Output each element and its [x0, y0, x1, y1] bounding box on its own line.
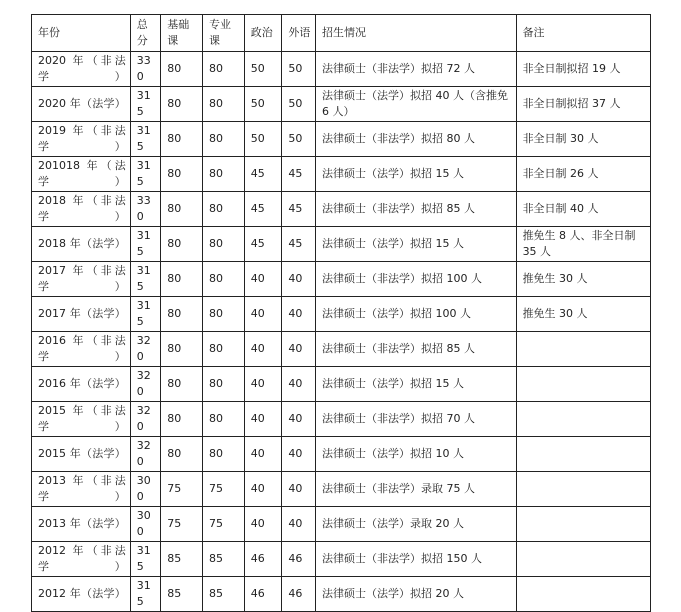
- cell-total: 320: [130, 437, 161, 472]
- header-foreign: 外语: [282, 15, 316, 52]
- cell-remarks: 非全日制 30 人: [516, 122, 650, 157]
- cell-major: 80: [203, 87, 245, 122]
- cell-major: 80: [203, 297, 245, 332]
- cell-total: 315: [130, 157, 161, 192]
- cell-year: 2019 年（非法学）: [32, 122, 131, 157]
- cell-remarks: [516, 367, 650, 402]
- cell-basic: 85: [161, 542, 203, 577]
- table-row: [32, 87, 651, 122]
- table-row: [32, 367, 651, 402]
- cell-remarks: [516, 577, 650, 612]
- score-table: [31, 14, 651, 612]
- header-basic: 基础课: [161, 15, 203, 52]
- table-row: [32, 402, 651, 437]
- cell-major: 80: [203, 157, 245, 192]
- cell-foreign: 45: [282, 192, 316, 227]
- table-row: [32, 262, 651, 297]
- table-row: [32, 507, 651, 542]
- table-row: [32, 157, 651, 192]
- cell-politics: 45: [244, 227, 282, 262]
- cell-total: 315: [130, 122, 161, 157]
- cell-politics: 46: [244, 542, 282, 577]
- table-body: [32, 52, 651, 612]
- cell-basic: 80: [161, 297, 203, 332]
- cell-foreign: 40: [282, 297, 316, 332]
- cell-major: 80: [203, 332, 245, 367]
- table-row: [32, 437, 651, 472]
- cell-remarks: 推免生 8 人、非全日制 35 人: [516, 227, 650, 262]
- cell-remarks: 非全日制拟招 37 人: [516, 87, 650, 122]
- cell-year: 2017 年（非法学）: [32, 262, 131, 297]
- cell-basic: 80: [161, 52, 203, 87]
- cell-remarks: 非全日制拟招 19 人: [516, 52, 650, 87]
- cell-total: 330: [130, 192, 161, 227]
- cell-year: 2012 年（非法学）: [32, 542, 131, 577]
- cell-foreign: 40: [282, 262, 316, 297]
- cell-remarks: [516, 472, 650, 507]
- table-row: [32, 542, 651, 577]
- cell-basic: 85: [161, 577, 203, 612]
- cell-year: 2016 年（非法学）: [32, 332, 131, 367]
- cell-basic: 80: [161, 332, 203, 367]
- cell-enrollment: 法律硕士（法学）拟招 100 人: [316, 297, 517, 332]
- cell-enrollment: 法律硕士（法学）拟招 40 人（含推免 6 人）: [316, 87, 517, 122]
- cell-foreign: 40: [282, 367, 316, 402]
- cell-basic: 80: [161, 192, 203, 227]
- cell-major: 80: [203, 227, 245, 262]
- cell-enrollment: 法律硕士（非法学）拟招 80 人: [316, 122, 517, 157]
- cell-total: 320: [130, 402, 161, 437]
- header-politics: 政治: [244, 15, 282, 52]
- cell-major: 80: [203, 367, 245, 402]
- header-row: [32, 15, 651, 52]
- cell-basic: 80: [161, 367, 203, 402]
- cell-politics: 50: [244, 52, 282, 87]
- cell-remarks: [516, 332, 650, 367]
- cell-total: 315: [130, 577, 161, 612]
- cell-year: 2016 年（法学）: [32, 367, 131, 402]
- cell-year: 2020 年（法学）: [32, 87, 131, 122]
- cell-remarks: 推免生 30 人: [516, 297, 650, 332]
- table-row: [32, 122, 651, 157]
- cell-year: 2020 年（非法学）: [32, 52, 131, 87]
- cell-total: 320: [130, 332, 161, 367]
- cell-basic: 80: [161, 227, 203, 262]
- cell-politics: 46: [244, 577, 282, 612]
- cell-basic: 80: [161, 402, 203, 437]
- cell-year: 2013 年（法学）: [32, 507, 131, 542]
- cell-remarks: 非全日制 40 人: [516, 192, 650, 227]
- cell-year: 2015 年（非法学）: [32, 402, 131, 437]
- cell-politics: 40: [244, 367, 282, 402]
- header-year: 年份: [32, 15, 131, 52]
- cell-major: 80: [203, 122, 245, 157]
- cell-foreign: 40: [282, 507, 316, 542]
- cell-basic: 80: [161, 157, 203, 192]
- cell-enrollment: 法律硕士（法学）拟招 15 人: [316, 367, 517, 402]
- cell-total: 315: [130, 542, 161, 577]
- cell-foreign: 45: [282, 157, 316, 192]
- table-row: [32, 577, 651, 612]
- cell-foreign: 50: [282, 52, 316, 87]
- cell-enrollment: 法律硕士（非法学）拟招 150 人: [316, 542, 517, 577]
- header-remarks: 备注: [516, 15, 650, 52]
- cell-basic: 80: [161, 262, 203, 297]
- cell-foreign: 50: [282, 122, 316, 157]
- cell-major: 80: [203, 262, 245, 297]
- cell-total: 315: [130, 297, 161, 332]
- cell-politics: 40: [244, 262, 282, 297]
- cell-enrollment: 法律硕士（非法学）拟招 85 人: [316, 332, 517, 367]
- cell-major: 80: [203, 402, 245, 437]
- cell-foreign: 46: [282, 542, 316, 577]
- cell-remarks: [516, 542, 650, 577]
- cell-major: 85: [203, 577, 245, 612]
- cell-major: 85: [203, 542, 245, 577]
- cell-politics: 40: [244, 472, 282, 507]
- cell-year: 2017 年（法学）: [32, 297, 131, 332]
- cell-politics: 40: [244, 332, 282, 367]
- cell-remarks: 推免生 30 人: [516, 262, 650, 297]
- cell-foreign: 40: [282, 472, 316, 507]
- cell-total: 300: [130, 507, 161, 542]
- cell-foreign: 50: [282, 87, 316, 122]
- cell-total: 315: [130, 227, 161, 262]
- cell-enrollment: 法律硕士（非法学）拟招 70 人: [316, 402, 517, 437]
- table-row: [32, 52, 651, 87]
- cell-year: 2013 年（非法学）: [32, 472, 131, 507]
- table-row: [32, 332, 651, 367]
- cell-foreign: 45: [282, 227, 316, 262]
- cell-enrollment: 法律硕士（法学）录取 20 人: [316, 507, 517, 542]
- cell-politics: 40: [244, 437, 282, 472]
- cell-enrollment: 法律硕士（法学）拟招 15 人: [316, 227, 517, 262]
- header-major: 专业课: [203, 15, 245, 52]
- cell-enrollment: 法律硕士（非法学）录取 75 人: [316, 472, 517, 507]
- cell-basic: 80: [161, 87, 203, 122]
- cell-basic: 75: [161, 472, 203, 507]
- cell-total: 300: [130, 472, 161, 507]
- cell-foreign: 40: [282, 402, 316, 437]
- cell-politics: 50: [244, 87, 282, 122]
- table-row: [32, 297, 651, 332]
- cell-politics: 45: [244, 192, 282, 227]
- cell-politics: 40: [244, 402, 282, 437]
- cell-year: 2015 年（法学）: [32, 437, 131, 472]
- cell-year: 2012 年（法学）: [32, 577, 131, 612]
- cell-remarks: [516, 402, 650, 437]
- cell-enrollment: 法律硕士（非法学）拟招 100 人: [316, 262, 517, 297]
- table-row: [32, 192, 651, 227]
- cell-remarks: [516, 507, 650, 542]
- cell-major: 75: [203, 472, 245, 507]
- cell-enrollment: 法律硕士（非法学）拟招 85 人: [316, 192, 517, 227]
- cell-basic: 80: [161, 122, 203, 157]
- cell-foreign: 46: [282, 577, 316, 612]
- cell-major: 80: [203, 52, 245, 87]
- cell-politics: 40: [244, 507, 282, 542]
- cell-politics: 50: [244, 122, 282, 157]
- cell-year: 2018 年（非法学）: [32, 192, 131, 227]
- cell-enrollment: 法律硕士（法学）拟招 15 人: [316, 157, 517, 192]
- table-header: [32, 15, 651, 52]
- cell-foreign: 40: [282, 437, 316, 472]
- cell-politics: 40: [244, 297, 282, 332]
- cell-enrollment: 法律硕士（非法学）拟招 72 人: [316, 52, 517, 87]
- cell-remarks: 非全日制 26 人: [516, 157, 650, 192]
- cell-total: 320: [130, 367, 161, 402]
- cell-total: 315: [130, 262, 161, 297]
- header-enrollment: 招生情况: [316, 15, 517, 52]
- table-row: [32, 472, 651, 507]
- cell-enrollment: 法律硕士（法学）拟招 20 人: [316, 577, 517, 612]
- header-total: 总分: [130, 15, 161, 52]
- cell-total: 315: [130, 87, 161, 122]
- cell-foreign: 40: [282, 332, 316, 367]
- cell-total: 330: [130, 52, 161, 87]
- cell-year: 201018 年（法学）: [32, 157, 131, 192]
- cell-major: 80: [203, 192, 245, 227]
- cell-year: 2018 年（法学）: [32, 227, 131, 262]
- cell-major: 75: [203, 507, 245, 542]
- cell-basic: 75: [161, 507, 203, 542]
- cell-remarks: [516, 437, 650, 472]
- cell-basic: 80: [161, 437, 203, 472]
- cell-enrollment: 法律硕士（法学）拟招 10 人: [316, 437, 517, 472]
- cell-politics: 45: [244, 157, 282, 192]
- table-row: [32, 227, 651, 262]
- cell-major: 80: [203, 437, 245, 472]
